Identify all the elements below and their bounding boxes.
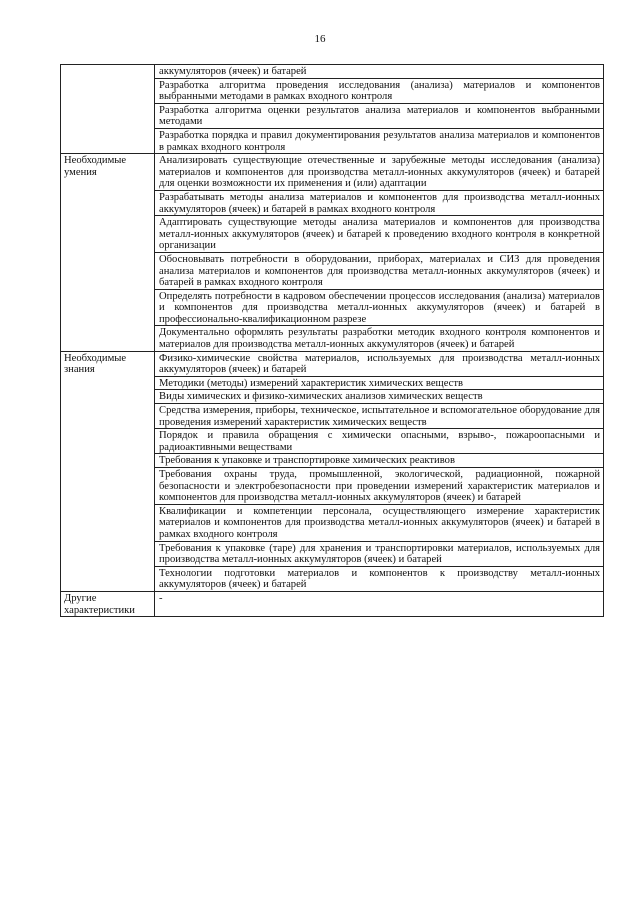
requirement-item: Определять потребности в кадровом обеспечении процессов исследования (анализа) материалов и компонентов для производства металл-ионных аккумуляторов (ячеек) и батарей в профессионально-квалификационном разрезе [155, 289, 604, 326]
requirement-item: Документально оформлять результаты разработки методик входного контроля компонентов и материалов для производства металл-ионных аккумуляторов (ячеек) и батарей [155, 326, 604, 351]
requirement-item: Разработка порядка и правил документирования результатов анализа материалов и компонентов в рамках входного контроля [155, 128, 604, 153]
requirement-item: Требования к упаковке и транспортировке химических реактивов [155, 454, 604, 468]
requirement-item: Разрабатывать методы анализа материалов и компонентов для производства металл-ионных аккумуляторов (ячеек) и батарей в рамках входного контроля [155, 190, 604, 215]
table-row [61, 591, 604, 616]
requirement-item: Разработка алгоритма проведения исследования (анализа) материалов и компонентов выбранными методами в рамках входного контроля [155, 78, 604, 103]
page-number: 16 [314, 33, 326, 45]
table-row [61, 65, 604, 79]
section-label: Другие характеристики [61, 591, 155, 616]
requirement-item: Физико-химические свойства материалов, используемых для производства металл-ионных аккумуляторов (ячеек) и батарей [155, 351, 604, 376]
requirement-item: Квалификации и компетенции персонала, осуществляющего измерение характеристик материалов и компонентов для производства металл-ионных аккумуляторов (ячеек) и батарей в рамках входного контроля [155, 504, 604, 541]
section-label: Необходимые знания [61, 351, 155, 591]
requirement-item: Анализировать существующие отечественные и зарубежные методы исследования (анализа) материалов и компонентов для производства металл-ионных аккумуляторов (ячеек) и батарей для оценки возможности их применения и (или) адаптации [155, 154, 604, 191]
requirement-item: Требования к упаковке (таре) для хранения и транспортировки материалов, используемых для производства металл-ионных аккумуляторов (ячеек) и батарей [155, 541, 604, 566]
requirement-item: Средства измерения, приборы, техническое, испытательное и вспомогательное оборудование для проведения измерений характеристик химических веществ [155, 404, 604, 429]
section-label [61, 65, 155, 154]
table-row [61, 154, 604, 191]
requirements-table [60, 64, 604, 617]
requirement-item: Адаптировать существующие методы анализа материалов и компонентов для производства металл-ионных аккумуляторов (ячеек) и батарей к проведению входного контроля в конкретной организации [155, 216, 604, 253]
requirement-item: - [155, 591, 604, 616]
table-row [61, 351, 604, 376]
requirement-item: Виды химических и физико-химических анализов химических веществ [155, 390, 604, 404]
requirements-table-body [61, 65, 604, 617]
requirement-item: Порядок и правила обращения с химически опасными, взрыво-, пожароопасными и радиоактивными веществами [155, 429, 604, 454]
requirement-item: Требования охраны труда, промышленной, экологической, радиационной, пожарной безопасности и электробезопасности при проведении измерений характеристик материалов и компонентов для производства металл-ионных аккумуляторов (ячеек) и батарей [155, 468, 604, 505]
requirement-item: Разработка алгоритма оценки результатов анализа материалов и компонентов выбранными методами [155, 103, 604, 128]
requirement-item: Обосновывать потребности в оборудовании, приборах, материалах и СИЗ для проведения анализа материалов и компонентов для производства металл-ионных аккумуляторов (ячеек) и батарей в рамках входного контроля [155, 252, 604, 289]
requirement-item: Технологии подготовки материалов и компонентов к производству металл-ионных аккумуляторов (ячеек) и батарей [155, 566, 604, 591]
section-label: Необходимые умения [61, 154, 155, 352]
requirement-item: аккумуляторов (ячеек) и батарей [155, 65, 604, 79]
requirement-item: Методики (методы) измерений характеристик химических веществ [155, 376, 604, 390]
